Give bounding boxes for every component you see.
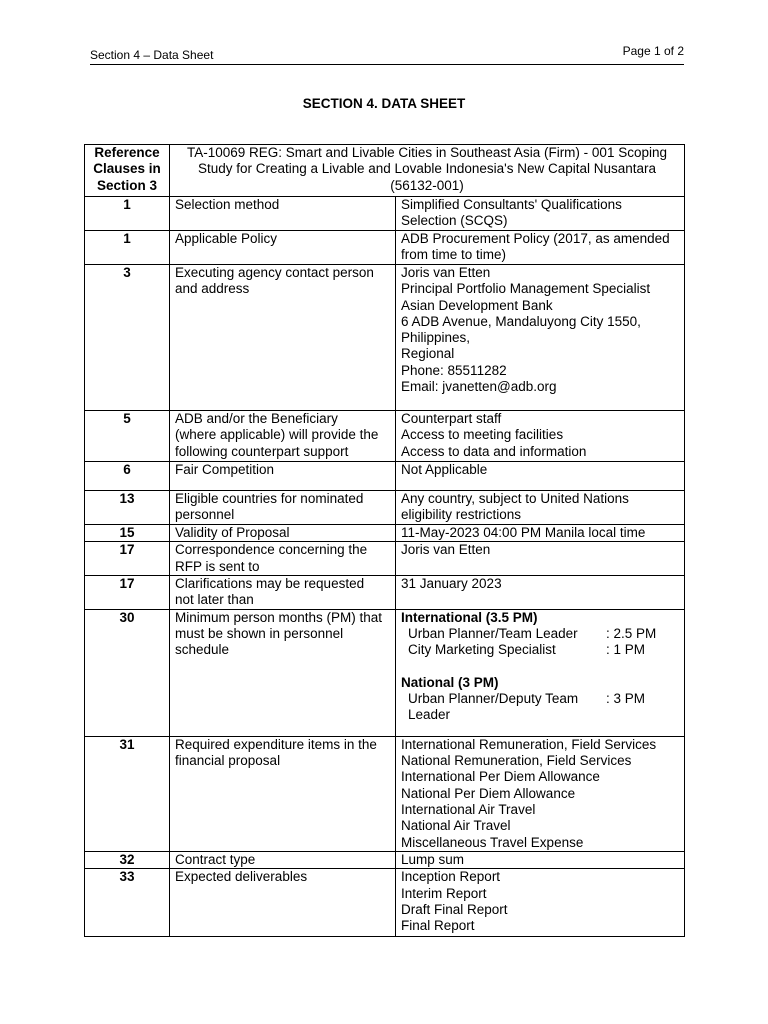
table-header-row bbox=[85, 145, 685, 197]
section-label: Section 4 – Data Sheet bbox=[90, 48, 214, 62]
staff-row: Urban Planner/Team Leader : 2.5 PM bbox=[408, 626, 657, 642]
table-row: 1 Selection method Simplified Consultants' Qualifications Selection (SCQS) bbox=[85, 197, 685, 231]
table-row: 6 Fair Competition Not Applicable bbox=[85, 462, 685, 491]
table-row: 17 Correspondence concerning the RFP is sent to Joris van Etten bbox=[85, 542, 685, 576]
page-header bbox=[90, 46, 684, 65]
data-sheet-table bbox=[84, 144, 685, 937]
table-row: 32 Contract type Lump sum bbox=[85, 851, 685, 868]
table-row: 1 Applicable Policy ADB Procurement Policy (2017, as amended from time to time) bbox=[85, 231, 685, 265]
natl-heading: National (3 PM) bbox=[401, 674, 499, 690]
page-title: SECTION 4. DATA SHEET bbox=[302, 96, 466, 111]
table-row: 33 Expected deliverables Inception Report Interim Report Draft Final Report Final Report bbox=[85, 869, 685, 937]
person-months-cell bbox=[396, 609, 685, 736]
table-row: 3 Executing agency contact person and address Joris van Etten Principal Portfolio Management Specialist Asian Development Bank 6 ADB Avenue, Mandaluyong City 1550, Philippines, Regional Phone: 85511282 Email: jvanetten@adb.org bbox=[85, 265, 685, 411]
staff-row: City Marketing Specialist : 1 PM bbox=[408, 642, 646, 658]
staff-row: Urban Planner/Deputy Team Leader : 3 PM bbox=[408, 691, 646, 723]
table-row: 13 Eligible countries for nominated personnel Any country, subject to United Nations eligibility restrictions bbox=[85, 491, 685, 525]
table-row: 30 Minimum person months (PM) that must be shown in personnel schedule International (3.5 PM) Urban Planner/Team Leader : 2.5 PM City Marketing Specialist : 1 PM National (3 PM) Urban Planner/Deputy Team Leader : 3 PM bbox=[85, 609, 685, 736]
page-number: Page 1 of 2 bbox=[622, 44, 684, 58]
project-title: TA-10069 REG: Smart and Livable Cities in Southeast Asia (Firm) - 001 Scoping Study for Creating a Livable and Lovable Indonesia's New Capital Nusantara (56132-001) bbox=[170, 145, 685, 197]
table-row: 31 Required expenditure items in the financial proposal International Remuneration, Field Services National Remuneration, Field Services International Per Diem Allowance National Per Diem Allowance International Air Travel National Air Travel Miscellaneous Travel Expense bbox=[85, 736, 685, 851]
table-row: 5 ADB and/or the Beneficiary (where applicable) will provide the following counterpart support Counterpart staff Access to meeting facilities Access to data and information bbox=[85, 411, 685, 462]
table-row: 15 Validity of Proposal 11-May-2023 04:00 PM Manila local time bbox=[85, 525, 685, 542]
table-row: 17 Clarifications may be requested not later than 31 January 2023 bbox=[85, 575, 685, 609]
intl-heading: International (3.5 PM) bbox=[401, 609, 538, 625]
ref-column-header: Reference Clauses in Section 3 bbox=[85, 145, 170, 197]
